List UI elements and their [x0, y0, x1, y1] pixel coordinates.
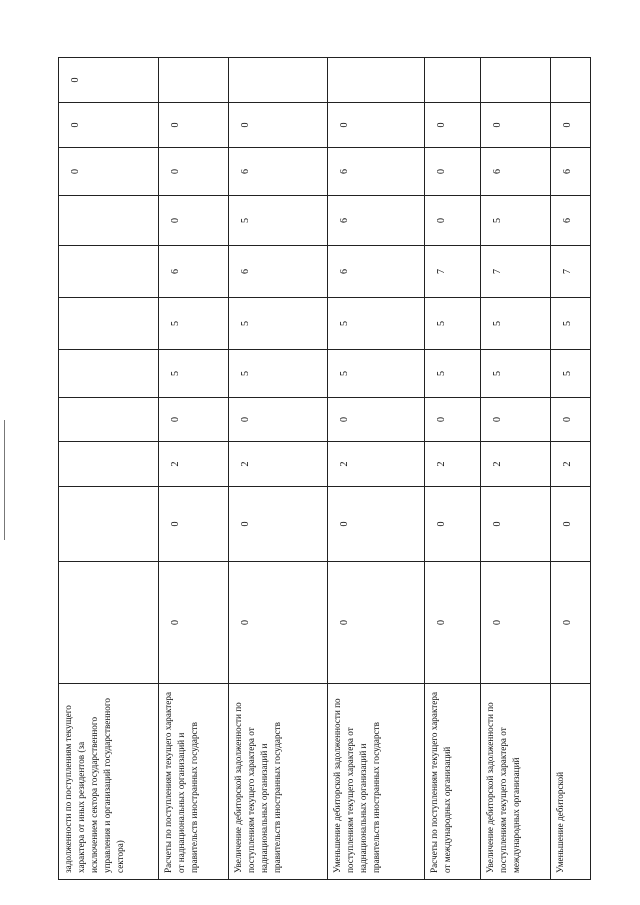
cell-value: [59, 442, 159, 487]
cell-value: 6: [328, 196, 425, 246]
row-label: Уменьшение дебиторской: [551, 684, 591, 880]
row-label: задолженности по поступлениям текущего характера от иных резидентов (за исключением сектора государственного управления и организаций государственного сектора): [59, 684, 159, 880]
cell-value: 0: [59, 103, 159, 148]
cell-value: 0: [425, 398, 481, 442]
rotated-table-wrapper: [58, 58, 590, 880]
cell-value: [229, 58, 328, 103]
cell-value: 0: [425, 103, 481, 148]
cell-value: 2: [328, 442, 425, 487]
cell-value: 0: [551, 562, 591, 684]
document-page: [58, 58, 590, 880]
cell-value: 6: [328, 246, 425, 298]
cell-value: 7: [425, 246, 481, 298]
cell-value: 0: [551, 487, 591, 562]
cell-value: 0: [229, 562, 328, 684]
cell-value: 7: [551, 246, 591, 298]
cell-value: 6: [551, 196, 591, 246]
cell-value: [159, 58, 229, 103]
cell-value: 2: [159, 442, 229, 487]
table-row: [229, 58, 328, 880]
row-label: Увеличение дебиторской задолженности по поступлениям текущего характера от международных организаций: [481, 684, 551, 880]
row-label: Расчеты по поступлениям текущего характера от наднациональных организаций и правительств иностранных государств: [159, 684, 229, 880]
cell-value: 5: [425, 298, 481, 350]
cell-value: 5: [229, 298, 328, 350]
cell-value: 6: [229, 246, 328, 298]
cell-value: [425, 58, 481, 103]
classification-table: [58, 57, 591, 880]
cell-value: 5: [229, 196, 328, 246]
cell-value: 0: [551, 398, 591, 442]
cell-value: 0: [425, 487, 481, 562]
cell-value: 2: [481, 442, 551, 487]
cell-value: 5: [551, 298, 591, 350]
cell-value: [59, 196, 159, 246]
cell-value: [59, 487, 159, 562]
cell-value: 0: [159, 196, 229, 246]
table-row: [551, 58, 591, 880]
row-label: Увеличение дебиторской задолженности по поступлениям текущего характера от наднациональных организаций и правительств иностранных государств: [229, 684, 328, 880]
cell-value: 5: [551, 350, 591, 398]
cell-value: 6: [481, 148, 551, 196]
cell-value: 0: [328, 398, 425, 442]
table-row: [425, 58, 481, 880]
cell-value: 0: [481, 487, 551, 562]
cell-value: [481, 58, 551, 103]
scan-edge-line: [4, 420, 5, 540]
table-row: [328, 58, 425, 880]
cell-value: 5: [425, 350, 481, 398]
cell-value: 2: [425, 442, 481, 487]
cell-value: [328, 58, 425, 103]
cell-value: 6: [328, 148, 425, 196]
cell-value: 0: [328, 562, 425, 684]
cell-value: 2: [229, 442, 328, 487]
cell-value: 5: [481, 298, 551, 350]
row-label: Расчеты по поступлениям текущего характера от международных организаций: [425, 684, 481, 880]
cell-value: 0: [159, 103, 229, 148]
cell-value: [59, 350, 159, 398]
cell-value: 0: [159, 148, 229, 196]
cell-value: 0: [229, 487, 328, 562]
row-label: Уменьшение дебиторской задолженности по поступлениям текущего характера от наднациональных организаций и правительств иностранных государств: [328, 684, 425, 880]
cell-value: 2: [551, 442, 591, 487]
cell-value: 5: [328, 350, 425, 398]
cell-value: 6: [159, 246, 229, 298]
cell-value: 0: [425, 196, 481, 246]
cell-value: 0: [59, 58, 159, 103]
cell-value: 5: [481, 350, 551, 398]
cell-value: 0: [229, 398, 328, 442]
cell-value: 6: [229, 148, 328, 196]
cell-value: 0: [425, 148, 481, 196]
cell-value: 0: [551, 103, 591, 148]
cell-value: 5: [159, 298, 229, 350]
cell-value: 5: [481, 196, 551, 246]
table-row: [159, 58, 229, 880]
cell-value: [59, 562, 159, 684]
cell-value: [59, 246, 159, 298]
table-row: [481, 58, 551, 880]
cell-value: 0: [481, 562, 551, 684]
cell-value: 6: [551, 148, 591, 196]
cell-value: [59, 298, 159, 350]
cell-value: [59, 398, 159, 442]
cell-value: 0: [159, 562, 229, 684]
cell-value: 0: [481, 398, 551, 442]
cell-value: 5: [328, 298, 425, 350]
cell-value: 0: [159, 487, 229, 562]
cell-value: 5: [229, 350, 328, 398]
cell-value: 0: [328, 103, 425, 148]
cell-value: 7: [481, 246, 551, 298]
cell-value: 0: [425, 562, 481, 684]
cell-value: 5: [159, 350, 229, 398]
cell-value: 0: [59, 148, 159, 196]
cell-value: 0: [159, 398, 229, 442]
cell-value: 0: [481, 103, 551, 148]
cell-value: 0: [328, 487, 425, 562]
cell-value: 0: [229, 103, 328, 148]
table-row: [59, 58, 159, 880]
cell-value: [551, 58, 591, 103]
